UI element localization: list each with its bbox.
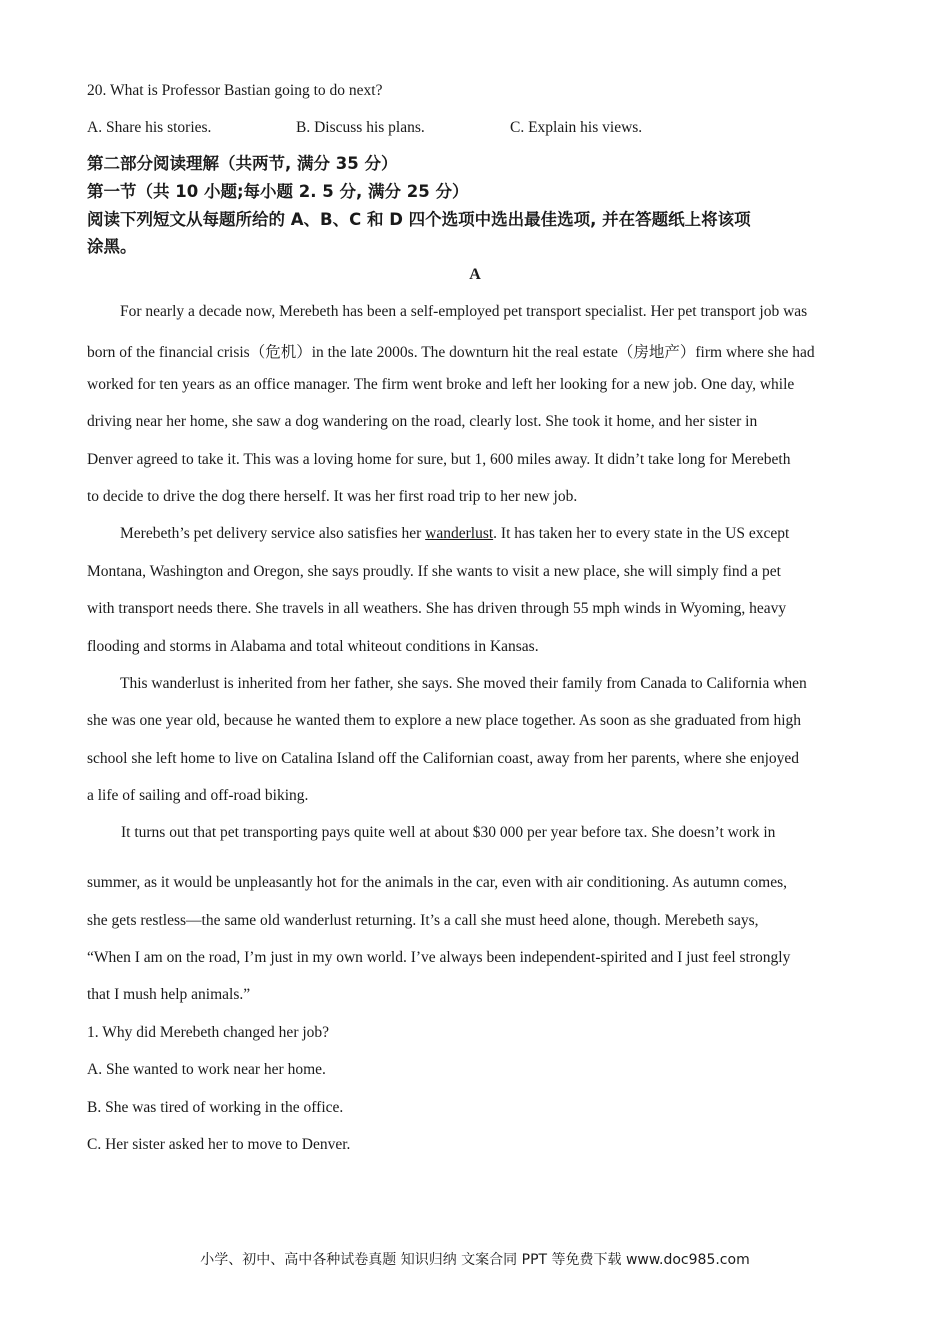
- passage-line: Denver agreed to take it. This was a loving home for sure, but 1, 600 miles away. It didn’t take long for Merebeth: [87, 451, 791, 468]
- passage-title: A: [469, 266, 481, 283]
- question-1-option-c: C. Her sister asked her to move to Denver.: [87, 1136, 351, 1153]
- passage-line: For nearly a decade now, Merebeth has been a self-employed pet transport specialist. Her pet transport job was: [120, 303, 808, 320]
- part-two-heading: 第二部分阅读理解（共两节, 满分 35 分）: [87, 154, 398, 173]
- passage-line: It turns out that pet transporting pays quite well at about $30 000 per year before tax. She doesn’t work in: [121, 824, 776, 841]
- question-20-options: [87, 119, 787, 139]
- passage-line: Montana, Washington and Oregon, she says proudly. If she wants to visit a new place, she will simply find a pet: [87, 563, 781, 580]
- passage-line: worked for ten years as an office manager. The firm went broke and left her looking for a new job. One day, while: [87, 376, 795, 393]
- passage-line: school she left home to live on Catalina Island off the Californian coast, away from her parents, where she enjoyed: [87, 750, 800, 767]
- underlined-word: wanderlust: [425, 525, 494, 542]
- instruction-line-2: 涂黑。: [87, 237, 137, 256]
- question-1-option-a: A. She wanted to work near her home.: [87, 1061, 326, 1078]
- question-20-option-c: C. Explain his views.: [510, 119, 643, 136]
- question-20-option-b: B. Discuss his plans.: [296, 119, 425, 136]
- passage-line: with transport needs there. She travels in all weathers. She has driven through 55 mph winds in Wyoming, heavy: [87, 600, 787, 617]
- question-20-option-a: A. Share his stories.: [87, 119, 212, 136]
- passage-line-with-underline: [120, 525, 789, 543]
- passage-line: “When I am on the road, I’m just in my own world. I’ve always been independent-spirited and I just feel strongly: [87, 949, 791, 966]
- passage-text: . It has taken her to every state in the US except: [493, 525, 790, 542]
- passage-line: flooding and storms in Alabama and total whiteout conditions in Kansas.: [87, 638, 539, 655]
- question-1-stem: 1. Why did Merebeth changed her job?: [87, 1024, 330, 1041]
- page-footer: 小学、初中、高中各种试卷真题 知识归纳 文案合同 PPT 等免费下载 www.doc985.com: [200, 1252, 750, 1268]
- passage-line: a life of sailing and off-road biking.: [87, 787, 309, 804]
- question-1-option-b: B. She was tired of working in the office.: [87, 1099, 344, 1116]
- passage-line: she gets restless—the same old wanderlust returning. It’s a call she must heed alone, though. Merebeth says,: [87, 912, 759, 929]
- passage-line: to decide to drive the dog there herself. It was her first road trip to her new job.: [87, 488, 578, 505]
- passage-line: she was one year old, because he wanted them to explore a new place together. As soon as she graduated from high: [87, 712, 802, 729]
- passage-line: driving near her home, she saw a dog wandering on the road, clearly lost. She took it home, and her sister in: [87, 413, 758, 430]
- section-one-heading: 第一节（共 10 小题;每小题 2. 5 分, 满分 25 分）: [87, 182, 469, 201]
- passage-line: This wanderlust is inherited from her father, she says. She moved their family from Canada to California when: [120, 675, 807, 692]
- passage-line: that I mush help animals.”: [87, 986, 251, 1003]
- passage-line: born of the financial crisis（危机）in the late 2000s. The downturn hit the real estate（房地产）firm where she had: [87, 344, 815, 361]
- instruction-line-1: 阅读下列短文从每题所给的 A、B、C 和 D 四个选项中选出最佳选项, 并在答题纸上将该项: [87, 210, 751, 229]
- passage-text: Merebeth’s pet delivery service also satisfies her: [120, 525, 426, 542]
- question-20-stem: 20. What is Professor Bastian going to do next?: [87, 82, 383, 99]
- passage-line: summer, as it would be unpleasantly hot for the animals in the car, even with air conditioning. As autumn comes,: [87, 874, 787, 891]
